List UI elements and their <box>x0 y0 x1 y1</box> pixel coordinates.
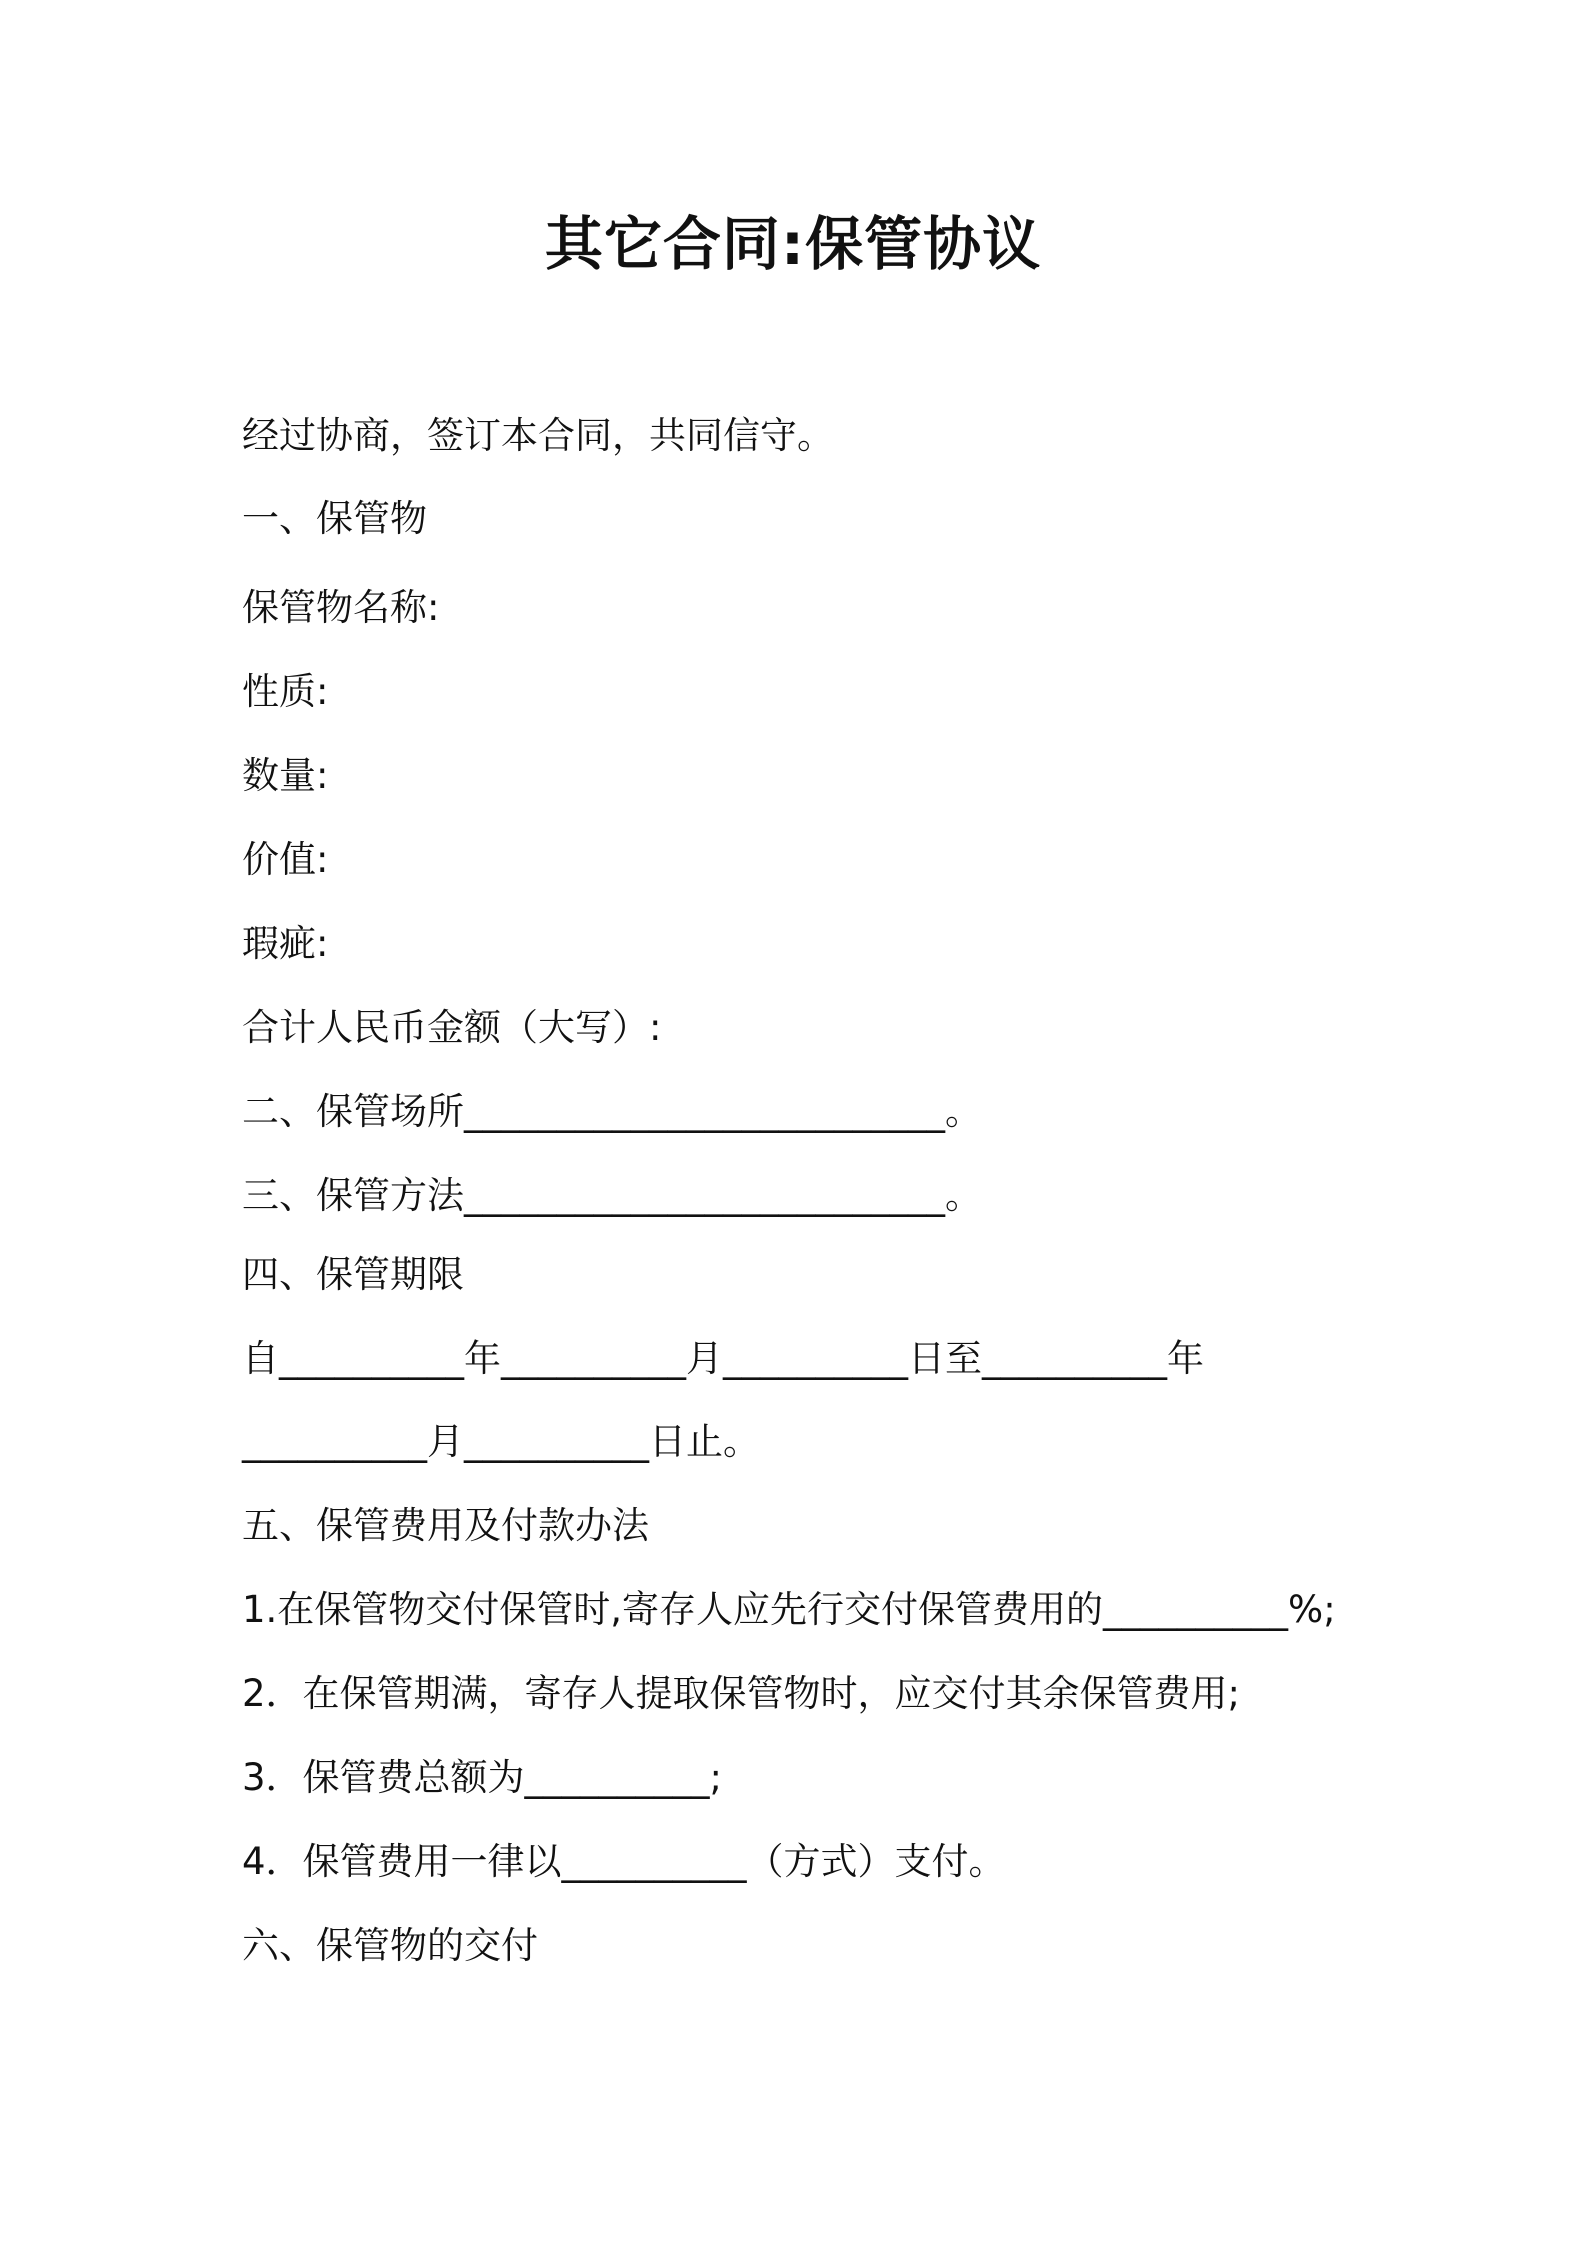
defect-label: 瑕疵: <box>242 922 329 965</box>
period-start-line: 自__________年__________月__________日至__________年 <box>242 1337 1204 1380</box>
nature-label: 性质: <box>242 670 329 713</box>
section-6-heading: 六、保管物的交付 <box>242 1924 538 1967</box>
page-title: 其它合同:保管协议 <box>544 210 1042 278</box>
section-2-storage-place: 二、保管场所__________________________。 <box>242 1090 982 1133</box>
quantity-label: 数量: <box>242 754 329 797</box>
fee-clause-1: 1.在保管物交付保管时,寄存人应先行交付保管费用的__________%; <box>242 1588 1336 1631</box>
intro-text: 经过协商，签订本合同，共同信守。 <box>242 414 834 457</box>
period-end-line: __________月__________日止。 <box>242 1420 760 1463</box>
total-amount-label: 合计人民币金额（大写）: <box>242 1006 662 1049</box>
fee-clause-2: 2．在保管期满，寄存人提取保管物时，应交付其余保管费用; <box>242 1672 1241 1715</box>
section-3-storage-method: 三、保管方法__________________________。 <box>242 1174 982 1217</box>
fee-clause-4: 4．保管费用一律以__________（方式）支付。 <box>242 1840 1006 1883</box>
section-4-heading: 四、保管期限 <box>242 1253 464 1296</box>
fee-clause-3: 3．保管费总额为__________; <box>242 1756 723 1799</box>
section-1-heading: 一、保管物 <box>242 497 427 540</box>
value-label: 价值: <box>242 838 329 881</box>
section-5-heading: 五、保管费用及付款办法 <box>242 1504 649 1547</box>
item-name-label: 保管物名称: <box>242 586 440 629</box>
